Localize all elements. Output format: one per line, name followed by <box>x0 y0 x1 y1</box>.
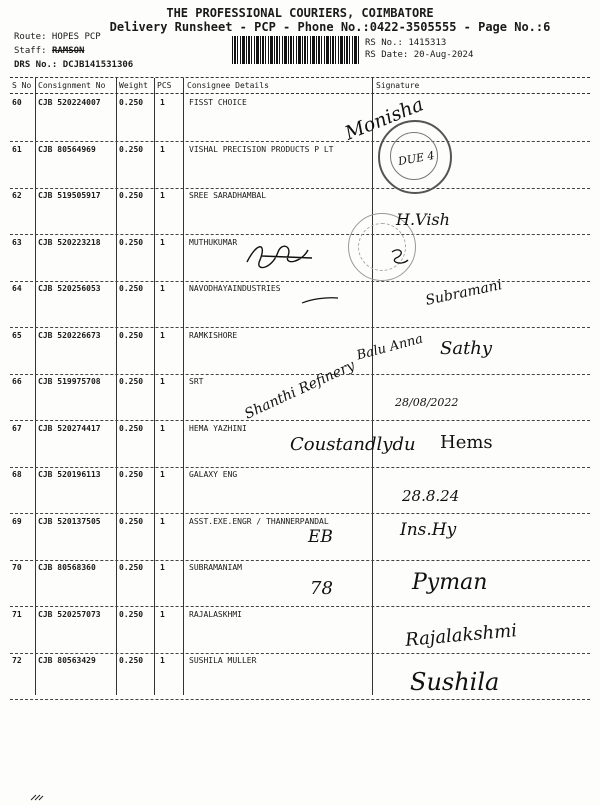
cell-weight: 0.250 <box>119 98 144 107</box>
cell-sno: 66 <box>12 377 22 386</box>
dash-64 <box>300 290 340 300</box>
signature-67a: Coustandlydu <box>290 434 416 455</box>
cell-consignment: CJB 520196113 <box>38 470 101 479</box>
signature-69a: EB <box>308 527 333 547</box>
cell-weight: 0.250 <box>119 609 144 619</box>
signature-61: DUE 4 <box>397 148 436 169</box>
col-header-pcs: PCS <box>157 81 172 90</box>
cell-sno: 67 <box>12 423 22 433</box>
staff-line <box>14 46 84 56</box>
cell-weight: 0.250 <box>119 423 144 433</box>
table-row <box>0 328 600 375</box>
barcode <box>232 36 360 64</box>
signature-68: 28.8.24 <box>402 487 460 505</box>
cell-consignment: CJB 520223218 <box>38 237 101 247</box>
cell-consignment: CJB 520274417 <box>38 423 101 433</box>
drs-number: DRS No.: DCJB141531306 <box>14 60 134 70</box>
signature-65b: Sathy <box>440 338 493 359</box>
runsheet-subtitle: Delivery Runsheet - PCP - Phone No.:0422-3505555 - Page No.:6 <box>109 20 551 34</box>
cell-sno: 60 <box>12 98 22 107</box>
signature-63-scribble <box>242 232 322 274</box>
table-row <box>0 188 600 235</box>
table-row <box>0 514 600 561</box>
cell-consignee: SREE SARADHAMBAL <box>189 191 267 200</box>
cell-pcs: 1 <box>160 284 165 293</box>
cell-consignee: HEMA YAZHINI <box>189 423 247 433</box>
signature-65a: Balu Anna <box>355 331 425 364</box>
cell-weight: 0.250 <box>119 516 144 526</box>
cell-consignee: FISST CHOICE <box>189 98 247 107</box>
corner-mark <box>30 786 44 794</box>
squiggle-icon <box>388 246 412 266</box>
signature-63-mark <box>388 246 412 266</box>
col-header-sno: S No <box>12 81 32 90</box>
cell-pcs: 1 <box>160 563 165 572</box>
cell-consignment: CJB 80568360 <box>38 563 96 572</box>
cell-consignment: CJB 519975708 <box>38 377 101 386</box>
cell-pcs: 1 <box>160 656 165 665</box>
table-row <box>0 467 600 514</box>
table-row <box>0 142 600 189</box>
signature-72: Sushila <box>410 668 500 696</box>
cell-weight: 0.250 <box>119 470 144 479</box>
table-row <box>0 653 600 700</box>
cell-consignee: GALAXY ENG <box>189 470 238 479</box>
signature-70a: 78 <box>310 578 333 599</box>
cell-weight: 0.250 <box>119 656 144 665</box>
cell-sno: 68 <box>12 470 22 479</box>
cell-pcs: 1 <box>160 377 165 386</box>
dash-mark-icon <box>300 295 340 305</box>
cell-consignee: RAJALASKHMI <box>189 609 242 619</box>
cell-consignee: SUSHILA MULLER <box>189 656 257 665</box>
signature-66b: 28/08/2022 <box>395 396 459 409</box>
cell-pcs: 1 <box>160 609 165 619</box>
cell-consignment: CJB 520137505 <box>38 516 101 526</box>
cell-consignee: ASST.EXE.ENGR / THANNERPANDAL <box>189 516 329 526</box>
signature-69b: Ins.Hy <box>400 520 457 540</box>
cell-sno: 62 <box>12 191 22 200</box>
signature-62: H.Vish <box>396 210 450 229</box>
staff-name: RAMSON <box>51 46 85 56</box>
cell-sno: 61 <box>12 144 22 154</box>
cell-weight: 0.250 <box>119 330 144 340</box>
cell-weight: 0.250 <box>119 377 144 386</box>
cell-pcs: 1 <box>160 98 165 107</box>
cell-pcs: 1 <box>160 191 165 200</box>
signature-67b: Hems <box>440 432 493 453</box>
cell-pcs: 1 <box>160 330 165 340</box>
table-top-rule <box>10 77 590 78</box>
cell-consignment: CJB 520256053 <box>38 284 101 293</box>
cell-pcs: 1 <box>160 516 165 526</box>
table-row <box>0 560 600 607</box>
cell-consignment: CJB 519505917 <box>38 191 101 200</box>
scribble-icon <box>242 232 322 274</box>
signature-70b: Pyman <box>412 570 488 595</box>
row-separator <box>10 699 590 700</box>
table-header-rule <box>10 93 590 94</box>
cell-pcs: 1 <box>160 237 165 247</box>
cell-sno: 69 <box>12 516 22 526</box>
cell-weight: 0.250 <box>119 563 144 572</box>
col-header-consignee: Consignee Details <box>187 81 269 90</box>
rs-number: RS No.: 1415313 <box>365 38 447 48</box>
cell-sno: 64 <box>12 284 22 293</box>
cell-consignee: MUTHUKUMAR <box>189 237 238 247</box>
cell-pcs: 1 <box>160 144 165 154</box>
cell-weight: 0.250 <box>119 144 144 154</box>
cell-sno: 63 <box>12 237 22 247</box>
cell-consignment: CJB 80564969 <box>38 144 96 154</box>
cell-weight: 0.250 <box>119 284 144 293</box>
cell-consignee: RAMKISHORE <box>189 330 238 340</box>
cell-sno: 70 <box>12 563 22 572</box>
cell-pcs: 1 <box>160 423 165 433</box>
cell-weight: 0.250 <box>119 237 144 247</box>
cell-consignee: NAVODHAYAINDUSTRIES <box>189 284 281 293</box>
route-label: Route: HOPES PCP <box>14 32 101 42</box>
signature-66a: Shanthi Refinery <box>242 357 358 423</box>
cell-consignment: CJB 520226673 <box>38 330 101 340</box>
cell-consignment: CJB 80563429 <box>38 656 96 665</box>
runsheet-title: THE PROFESSIONAL COURIERS, COIMBATORE <box>166 6 434 20</box>
cell-sno: 71 <box>12 609 22 619</box>
cell-consignee: VISHAL PRECISION PRODUCTS P LT <box>189 144 334 154</box>
signature-71: Rajalakshmi <box>404 620 518 651</box>
col-header-weight: Weight <box>119 81 148 90</box>
signature-60: Monisha <box>341 93 427 145</box>
cell-sno: 72 <box>12 656 22 665</box>
staff-label: Staff: <box>14 46 52 56</box>
cell-consignment: CJB 520257073 <box>38 609 101 619</box>
rs-date: RS Date: 20-Aug-2024 <box>365 50 474 60</box>
col-header-signature: Signature <box>376 81 420 90</box>
cell-consignee: SUBRAMANIAM <box>189 563 242 572</box>
signature-64: Subramani <box>424 277 504 309</box>
cell-weight: 0.250 <box>119 191 144 200</box>
col-header-consignment: Consignment No <box>38 81 106 90</box>
cell-consignment: CJB 520224007 <box>38 98 101 107</box>
table-row <box>0 93 600 145</box>
cell-pcs: 1 <box>160 470 165 479</box>
cell-sno: 65 <box>12 330 22 340</box>
cell-consignee: SRT <box>189 377 204 386</box>
